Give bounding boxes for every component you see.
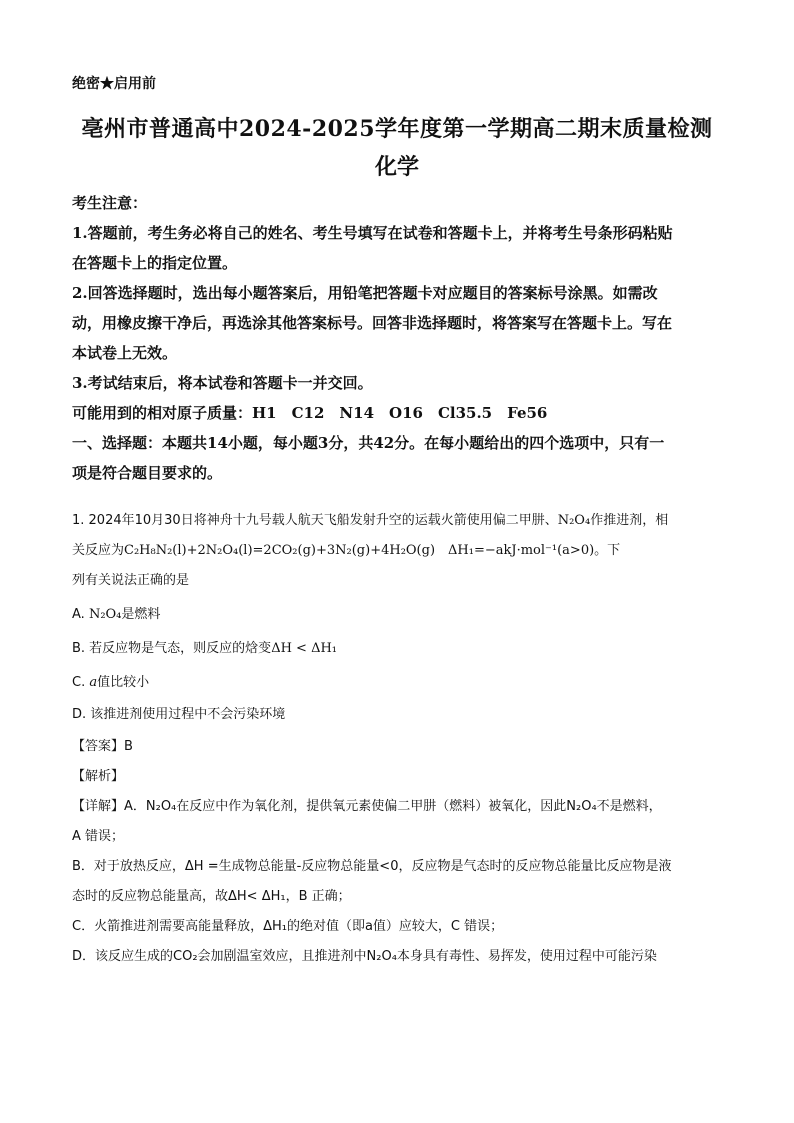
notes-heading: 考生注意： [72,194,148,212]
answer-label: 【答案】B [72,739,133,754]
note-line: 在答题卡上的指定位置。 [72,254,238,272]
candidate-notes [72,188,717,488]
exam-title: 亳州市普通高中2024-2025学年度第一学期高二期末质量检测 [81,116,713,142]
note-line: 1.答题前，考生务必将自己的姓名、考生号填写在试卷和答题卡上，并将考生号条形码粘贴 [72,224,673,242]
reaction-equation: C₂H₈N₂(l)+2N₂O₄(l)=2CO₂(g)+3N₂(g)+4H₂O(g) ΔH₁=−akJ·mol⁻¹(a>0) [124,543,595,558]
question-1 [72,506,717,972]
detail-line: 态时的反应物总能量高，故ΔH< ΔH₁，B 正确； [72,889,351,904]
atomic-masses: 可能用到的相对原子质量：H1 C12 N14 O16 Cl35.5 Fe56 [72,404,548,422]
confidential-label: 绝密★启用前 [72,76,156,92]
subject-title: 化学 [374,154,419,180]
option-a: A. N₂O₄是燃料 [72,607,161,622]
detail-line: B．对于放热反应，ΔH =生成物总能量-反应物总能量<0，反应物是气态时的反应物总能量比反应物是液 [72,859,672,874]
option-b: B. 若反应物是气态，则反应的焓变ΔH < ΔH₁ [72,641,338,656]
detail-line: C．火箭推进剂需要高能量释放，ΔH₁的绝对值（即a值）应较大，C 错误； [72,919,504,934]
question-stem-line: 1. 2024年10月30日将神舟十九号载人航天飞船发射升空的运载火箭使用偏二甲肼、N₂O₄作推进剂，相 [72,513,669,528]
note-line: 动，用橡皮擦干净后，再选涂其他答案标号。回答非选择题时，将答案写在答题卡上。写在 [72,314,673,332]
detail-line: D．该反应生成的CO₂会加剧温室效应，且推进剂中N₂O₄本身具有毒性、易挥发，使用过程中可能污染 [72,949,657,964]
section-heading-line: 项是符合题目要求的。 [72,464,223,482]
question-stem-line: 列有关说法正确的是 [72,573,190,588]
note-line: 本试卷上无效。 [72,344,178,362]
detail-line: 【详解】A．N₂O₄在反应中作为氧化剂，提供氧元素使偏二甲肼（燃料）被氧化，因此N₂O₄不是燃料， [72,799,662,814]
option-c: C. a值比较小 [72,675,150,690]
section-heading-line: 一、选择题：本题共14小题，每小题3分，共42分。在每小题给出的四个选项中，只有一 [72,434,665,452]
formula-n2o4: N₂O₄ [557,513,591,528]
option-d: D. 该推进剂使用过程中不会污染环境 [72,707,286,722]
note-line: 3.考试结束后，将本试卷和答题卡一并交回。 [72,374,373,392]
question-stem-line: 关反应为C₂H₈N₂(l)+2N₂O₄(l)=2CO₂(g)+3N₂(g)+4H₂O(g) ΔH₁=−akJ·mol⁻¹(a>0)。下 [72,543,621,558]
detail-line: A 错误； [72,829,125,844]
analysis-label: 【解析】 [72,769,125,784]
note-line: 2.回答选择题时，选出每小题答案后，用铅笔把答题卡对应题目的答案标号涂黑。如需改 [72,284,658,302]
